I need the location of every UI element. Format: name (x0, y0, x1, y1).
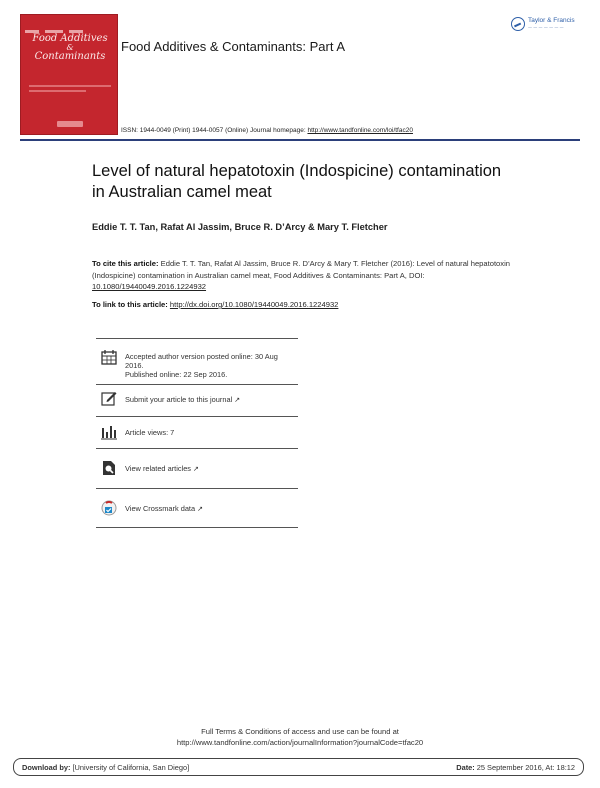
cover-title-line2: Contaminants (34, 51, 106, 62)
citation (92, 258, 512, 293)
info-row-crossmark[interactable] (96, 488, 298, 528)
journal-homepage-link[interactable]: http://www.tandfonline.com/loi/tfac20 (307, 127, 413, 134)
downloaded-by (22, 763, 189, 772)
taylor-francis-logo[interactable] (511, 16, 583, 36)
cite-text: Eddie T. T. Tan, Rafat Al Jassim, Bruce R. D’Arcy & Mary T. Fletcher (2016): Level of natural hepatotoxin (Indospicine) contamination in Australian camel meat, Food Additives & Contaminants: Part A, DOI: (92, 259, 510, 280)
article-title: Level of natural hepatotoxin (Indospicine) contamination in Australian camel meat (92, 162, 502, 201)
article-link-line (92, 300, 338, 309)
publisher-name: Taylor & Francis (528, 17, 575, 24)
submit-label: Submit your article to this journal (125, 395, 233, 404)
info-row-dates (96, 338, 298, 384)
issn-text: ISSN: 1944-0049 (Print) 1944-0057 (Online) Journal homepage: (121, 127, 308, 134)
cover-decoration (29, 85, 111, 95)
article-url-link[interactable]: http://dx.doi.org/10.1080/19440049.2016.1224932 (169, 300, 339, 309)
terms-notice (0, 726, 600, 748)
download-date-value: 25 September 2016, At: 18:12 (474, 763, 575, 772)
downloaded-by-label: Download by: (22, 763, 71, 772)
crossmark-icon (101, 500, 117, 516)
article-views: Article views: 7 (125, 428, 175, 437)
submit-article-link[interactable] (125, 395, 295, 405)
cover-title-amp: & (66, 43, 74, 52)
accepted-date: Accepted author version posted online: 30 Aug 2016. (125, 352, 278, 370)
crossmark-link[interactable] (125, 504, 295, 514)
journal-name: Food Additives & Contaminants: Part A (121, 39, 346, 54)
taylor-francis-icon (511, 17, 525, 31)
cover-strip (25, 18, 113, 26)
crossmark-label: View Crossmark data (125, 504, 196, 513)
publisher-tagline-decoration: — — — — — — — (528, 25, 564, 30)
cover-title (25, 34, 115, 62)
download-info-bar (13, 758, 584, 776)
published-date: Published online: 22 Sep 2016. (125, 370, 228, 379)
doi-link[interactable]: 10.1080/19440049.2016.1224932 (92, 282, 207, 291)
cite-label: To cite this article: (92, 259, 159, 268)
terms-line1: Full Terms & Conditions of access and use can be found at (201, 727, 399, 736)
dates-text (125, 352, 295, 379)
bar-chart-icon (101, 424, 117, 440)
downloaded-by-value: [University of California, San Diego] (70, 763, 190, 772)
calendar-icon (101, 349, 117, 365)
info-row-submit[interactable] (96, 384, 298, 416)
related-label: View related articles (125, 464, 191, 473)
edit-icon (101, 390, 117, 406)
cover-logo (57, 121, 83, 127)
info-row-views (96, 416, 298, 448)
external-link-icon: ↗ (197, 506, 203, 513)
terms-url[interactable]: http://www.tandfonline.com/action/journalInformation?journalCode=tfac20 (176, 738, 424, 747)
journal-cover (20, 14, 118, 135)
issn-line (121, 127, 413, 134)
article-authors: Eddie T. T. Tan, Rafat Al Jassim, Bruce R. D’Arcy & Mary T. Fletcher (92, 222, 388, 232)
info-row-related[interactable] (96, 448, 298, 488)
download-date-label: Date: (456, 763, 475, 772)
header-rule (20, 139, 580, 141)
cover-title-line1: Food Additives (32, 33, 108, 44)
download-date (456, 763, 575, 772)
external-link-icon: ↗ (234, 397, 241, 404)
article-info-box (96, 338, 298, 528)
external-link-icon: ↗ (193, 466, 199, 473)
related-articles-link[interactable] (125, 464, 295, 474)
search-document-icon (101, 460, 117, 476)
link-label: To link to this article: (92, 300, 170, 309)
